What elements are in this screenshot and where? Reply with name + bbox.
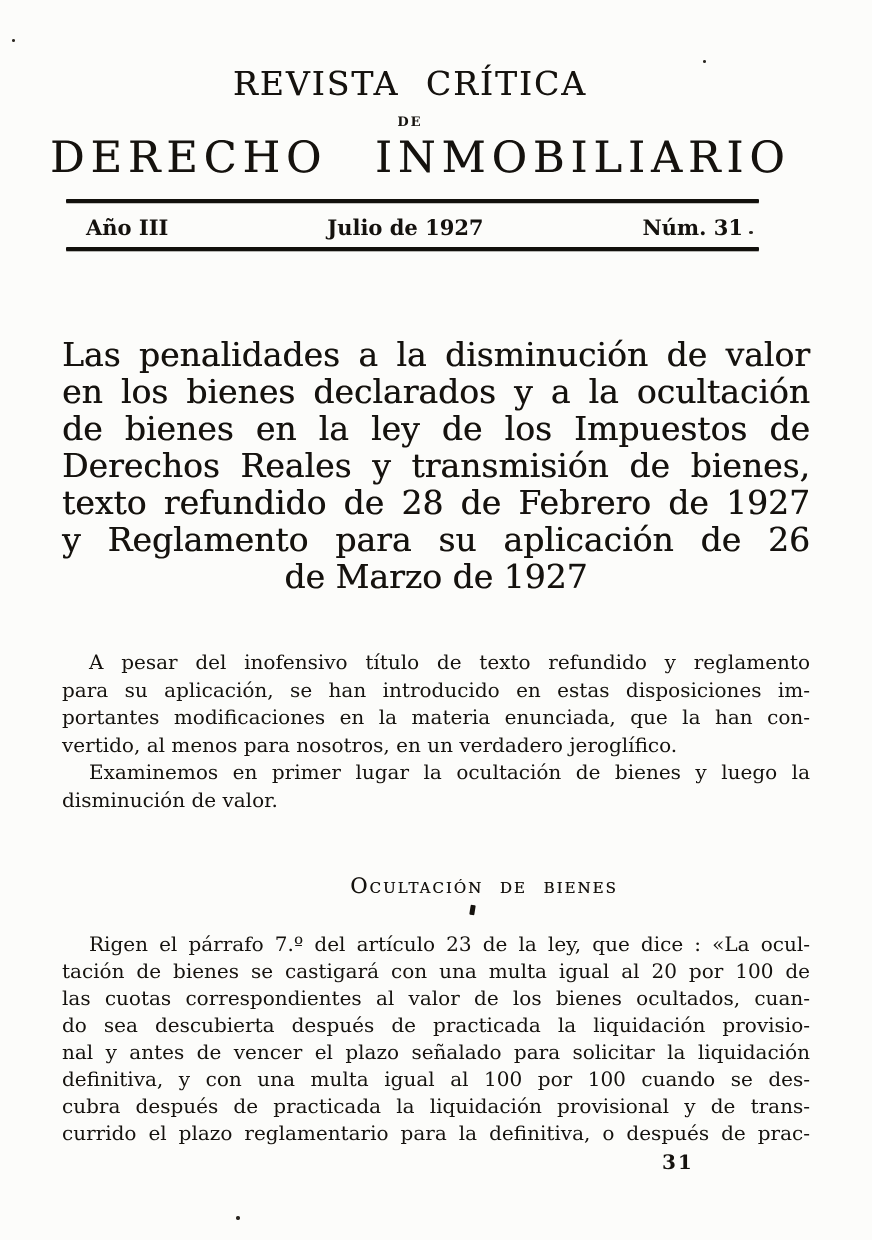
intro-paragraph xyxy=(62,649,810,759)
article-title-line: en los bienes declarados y a la ocultación xyxy=(62,372,810,411)
text-line: tación de bienes se castigará con una multa igual al 20 por 100 de xyxy=(62,959,810,983)
page-number: 31 xyxy=(662,1150,694,1174)
article-title-line: texto refundido de 28 de Febrero de 1927 xyxy=(62,483,810,522)
masthead-rule-top xyxy=(66,199,759,203)
text-line: currido el plazo reglamentario para la definitiva, o después de prac- xyxy=(62,1121,810,1145)
issue-year: Año III xyxy=(86,214,169,240)
ink-speck xyxy=(703,60,706,63)
section-body xyxy=(62,931,810,1147)
text-line: A pesar del inofensivo título de texto refundido y reglamento xyxy=(89,650,810,674)
text-line: para su aplicación, se han introducido en estas disposiciones im- xyxy=(62,677,810,702)
text-line: vertido, al menos para nosotros, en un verdadero jeroglífico. xyxy=(62,732,678,757)
journal-masthead-subtitle: DERECHO INMOBILIARIO xyxy=(50,133,791,183)
intro-paragraph xyxy=(62,759,810,814)
ink-speck xyxy=(236,1216,240,1220)
issue-date: Julio de 1927 xyxy=(327,214,484,240)
text-line: disminución de valor. xyxy=(62,787,278,812)
article-title-line: Las penalidades a la disminución de valor xyxy=(62,335,810,374)
text-line: definitiva, y con una multa igual al 100 por 100 cuando se des- xyxy=(62,1067,810,1091)
article-title xyxy=(62,336,810,595)
journal-masthead-connector: DE xyxy=(397,115,423,130)
text-line: cubra después de practicada la liquidación provisional y de trans- xyxy=(62,1094,810,1118)
section-heading: Ocultación de bienes xyxy=(350,874,618,898)
issue-number: Núm. 31 xyxy=(642,214,743,240)
legal-paragraph xyxy=(62,931,810,1147)
text-line: las cuotas correspondientes al valor de los bienes ocultados, cuan- xyxy=(62,986,810,1010)
issue-info-row xyxy=(66,211,759,243)
article-title-line: de bienes en la ley de los Impuestos de xyxy=(62,409,810,448)
article-title-line: Derechos Reales y transmisión de bienes, xyxy=(62,446,810,485)
text-line: Rigen el párrafo 7.º del artículo 23 de la ley, que dice : «La ocul- xyxy=(89,932,810,956)
text-line: portantes modificaciones en la materia enunciada, que la han con- xyxy=(62,705,810,729)
journal-masthead-title: REVISTA CRÍTICA xyxy=(232,64,588,103)
ink-speck xyxy=(12,39,15,42)
masthead-rule-bottom xyxy=(66,247,759,251)
ink-speck xyxy=(749,231,753,234)
article-intro xyxy=(62,649,810,814)
text-line: nal y antes de vencer el plazo señalado para solicitar la liquidación xyxy=(62,1040,810,1064)
ink-mark xyxy=(469,905,476,916)
article-title-line: y Reglamento para su aplicación de 26 xyxy=(62,520,810,559)
article-title-line: de Marzo de 1927 xyxy=(284,557,588,596)
text-line: Examinemos en primer lugar la ocultación de bienes y luego la xyxy=(89,760,810,784)
text-line: do sea descubierta después de practicada la liquidación provisio- xyxy=(62,1013,810,1037)
